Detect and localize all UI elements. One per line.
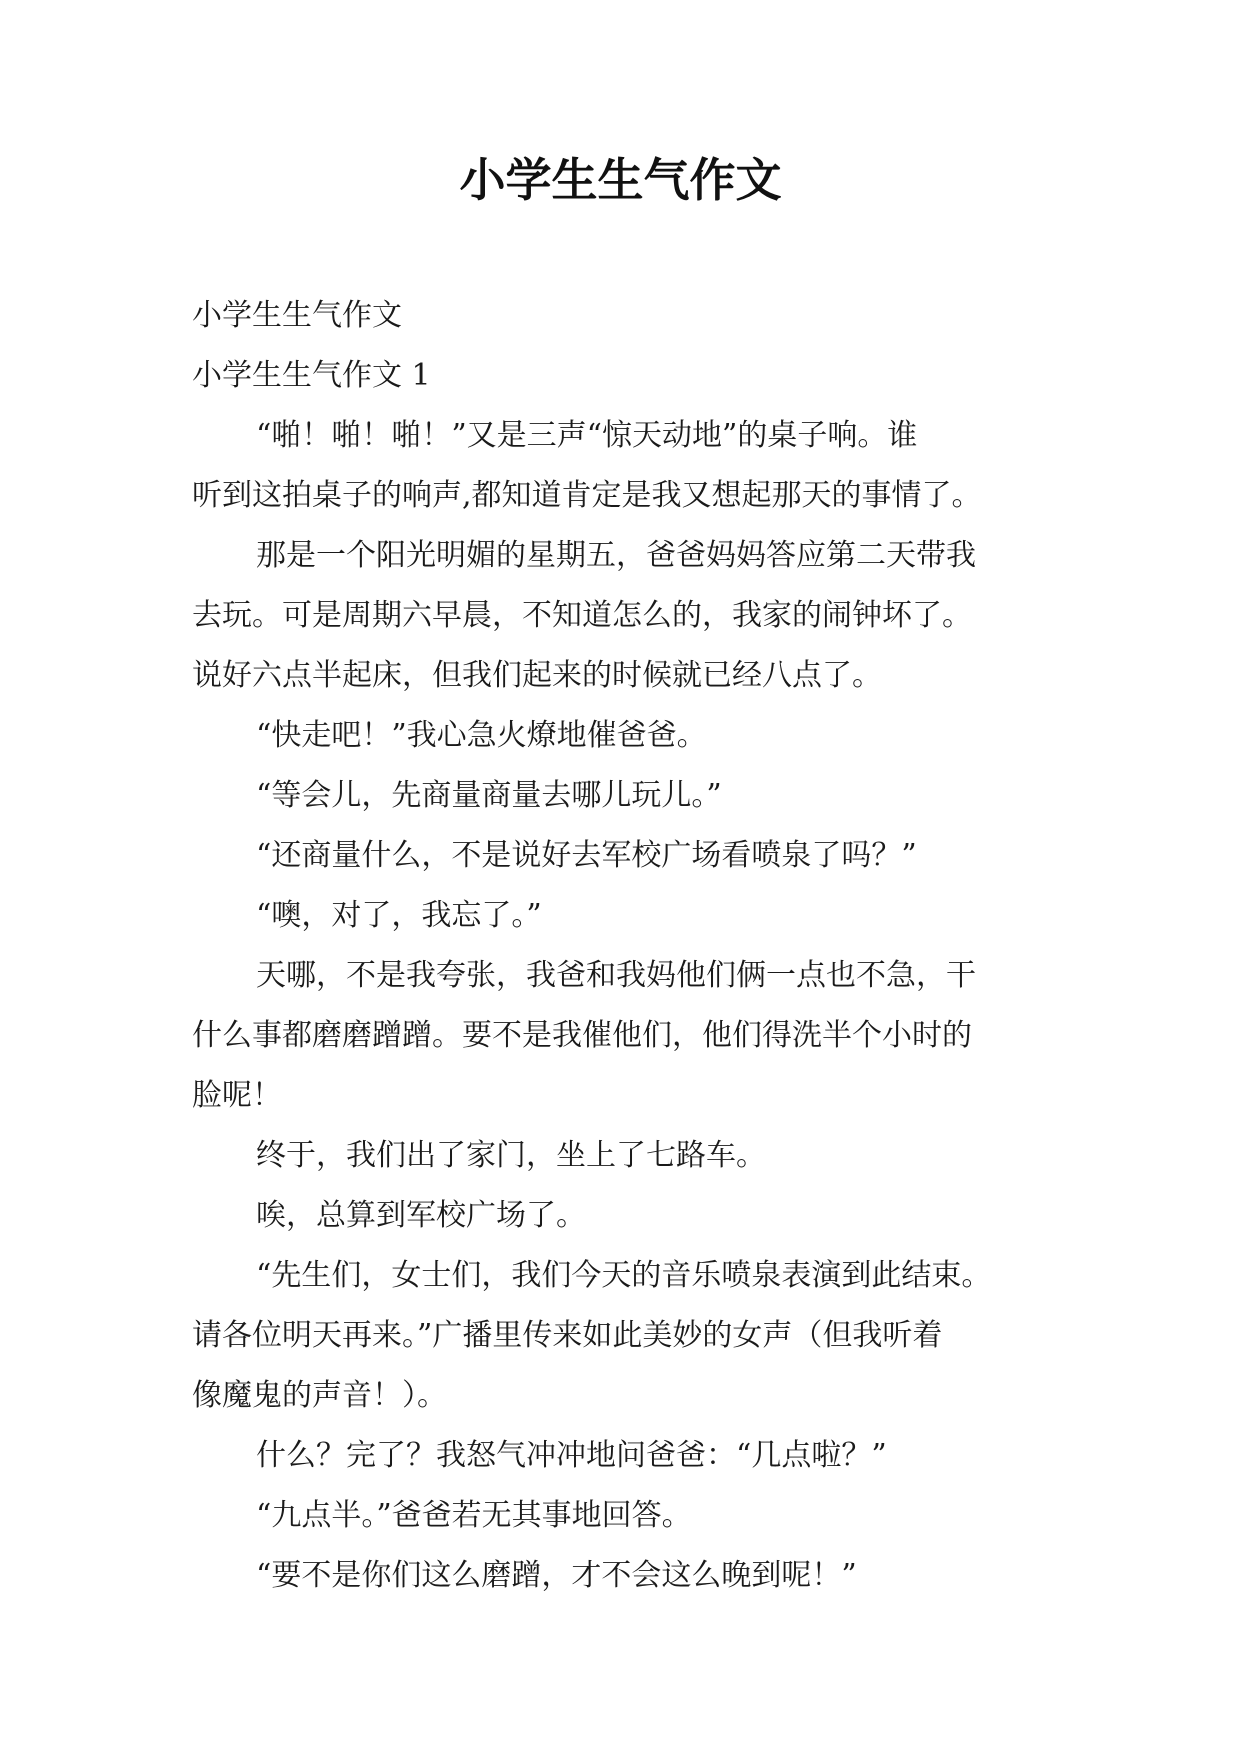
paragraph: 什么？完了？我怒气冲冲地问爸爸：“几点啦？”	[256, 1438, 887, 1473]
paragraph: 唉，总算到军校广场了。	[256, 1198, 586, 1233]
paragraph: 终于，我们出了家门，坐上了七路车。	[256, 1138, 766, 1173]
paragraph: “还商量什么，不是说好去军校广场看喷泉了吗？”	[256, 838, 917, 873]
paragraph-line: “先生们，女士们，我们今天的音乐喷泉表演到此结束。	[256, 1258, 992, 1293]
paragraph-line: 去玩。可是周期六早晨，不知道怎么的，我家的闹钟坏了。	[192, 598, 972, 633]
paragraph-line: 什么事都磨磨蹭蹭。要不是我催他们，他们得洗半个小时的	[192, 1018, 972, 1053]
paragraph-line: 脸呢！	[192, 1078, 282, 1113]
paragraph: “要不是你们这么磨蹭，才不会这么晚到呢！”	[256, 1558, 857, 1593]
paragraph-line: 请各位明天再来。”广播里传来如此美妙的女声（但我听着	[192, 1318, 943, 1353]
paragraph-line: 像魔鬼的声音！）。	[192, 1378, 447, 1413]
paragraph: “噢，对了，我忘了。”	[256, 898, 542, 933]
document-body	[192, 286, 1060, 1606]
paragraph-line: 听到这拍桌子的响声,都知道肯定是我又想起那天的事情了。	[192, 478, 982, 513]
paragraph-line: “啪！啪！啪！”又是三声“惊天动地”的桌子响。谁	[256, 418, 918, 453]
document-title: 小学生生气作文	[459, 153, 782, 207]
paragraph-line: 那是一个阳光明媚的星期五，爸爸妈妈答应第二天带我	[256, 538, 976, 573]
paragraph: “快走吧！”我心急火燎地催爸爸。	[256, 718, 707, 753]
paragraph: “九点半。”爸爸若无其事地回答。	[256, 1498, 692, 1533]
paragraph-line: 说好六点半起床，但我们起来的时候就已经八点了。	[192, 658, 882, 693]
section-subheading: 小学生生气作文 1	[192, 358, 431, 393]
section-heading: 小学生生气作文	[192, 298, 402, 333]
paragraph: “等会儿，先商量商量去哪儿玩儿。”	[256, 778, 722, 813]
paragraph-line: 天哪，不是我夸张，我爸和我妈他们俩一点也不急，干	[256, 958, 976, 993]
